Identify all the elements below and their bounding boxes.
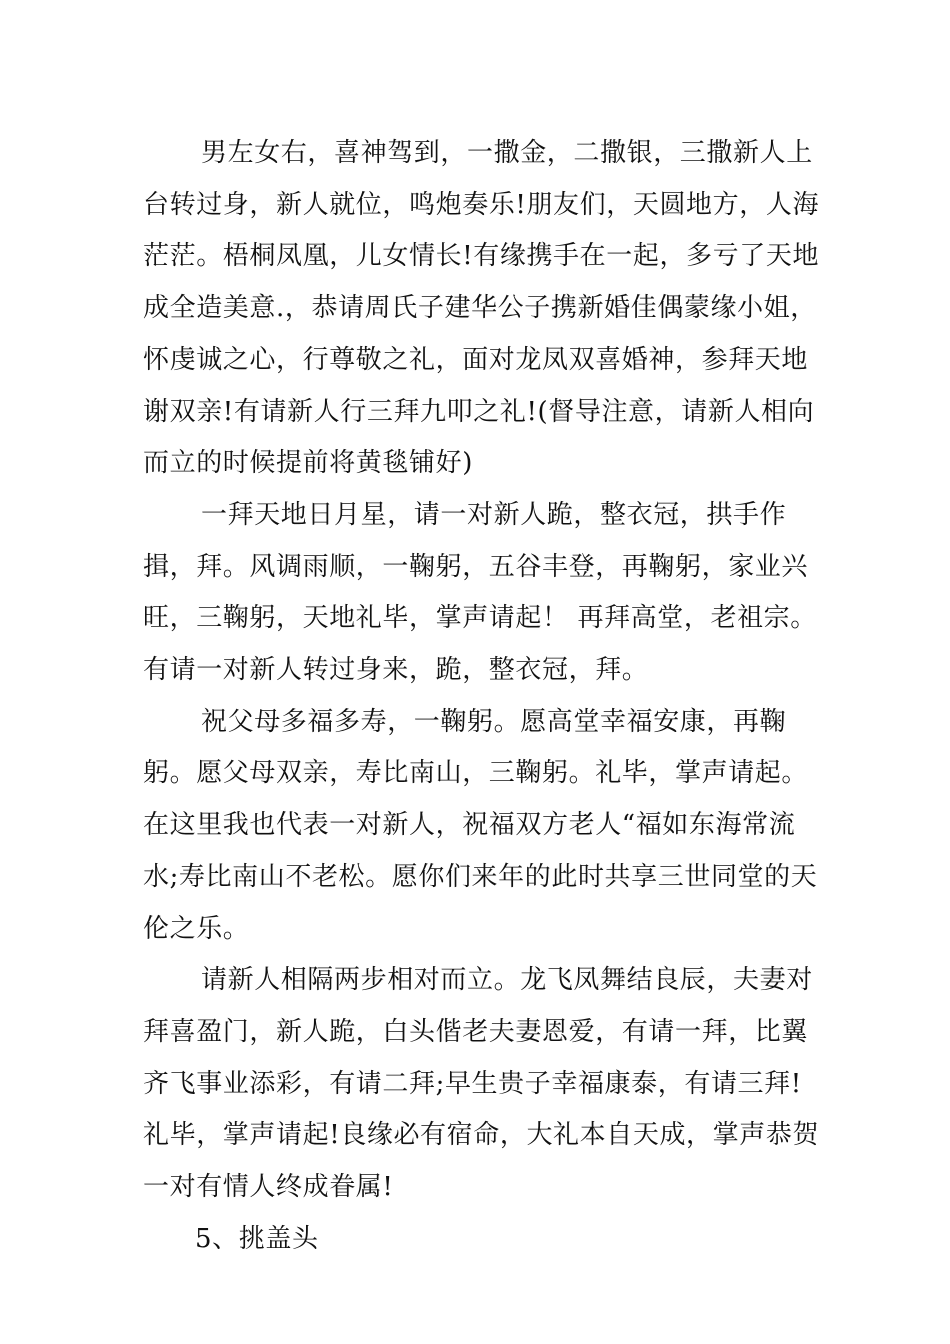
paragraph-couple-bow: 请新人相隔两步相对而立。龙飞凤舞结良辰，夫妻对拜喜盈门，新人跪，白头偕老夫妻恩爱，有请一拜，比翼齐飞事业添彩，有请二拜;早生贵子幸福康泰，有请三拜!礼毕，掌声请起!良缘必有宿命，大礼本自天成，掌声恭贺一对有情人终成眷属! — [143, 965, 820, 1203]
section-heading-lift-veil: 5、挑盖头 — [195, 1223, 319, 1254]
paragraph-first-bow-heaven-earth: 一拜天地日月星，请一对新人跪，整衣冠，拱手作揖，拜。风调雨顺，一鞠躬，五谷丰登，再鞠躬，家业兴旺，三鞠躬，天地礼毕，掌声请起！ 再拜高堂，老祖宗。有请一对新人转过身来，跪，整衣冠，拜。 — [143, 499, 817, 686]
paragraph-scattering-and-bowing: 男左女右，喜神驾到，一撒金，二撒银，三撒新人上台转过身，新人就位，鸣炮奏乐!朋友们，天圆地方，人海茫茫。梧桐凤凰，儿女情长!有缘携手在一起，多亏了天地成全造美意.，恭请周氏子建华公子携新婚佳偶蒙缘小姐，怀虔诚之心，行尊敬之礼，面对龙凤双喜婚神，参拜天地谢双亲!有请新人行三拜九叩之礼!(督导注意，请新人相向而立的时候提前将黄毯铺好) — [143, 138, 820, 479]
document-body — [143, 128, 825, 1265]
paragraph-bless-parents: 祝父母多福多寿，一鞠躬。愿高堂幸福安康，再鞠躬。愿父母双亲，寿比南山，三鞠躬。礼毕，掌声请起。在这里我也代表一对新人，祝福双方老人“福如东海常流水;寿比南山不老松。愿你们来年的此时共享三世同堂的天伦之乐。 — [143, 706, 818, 944]
